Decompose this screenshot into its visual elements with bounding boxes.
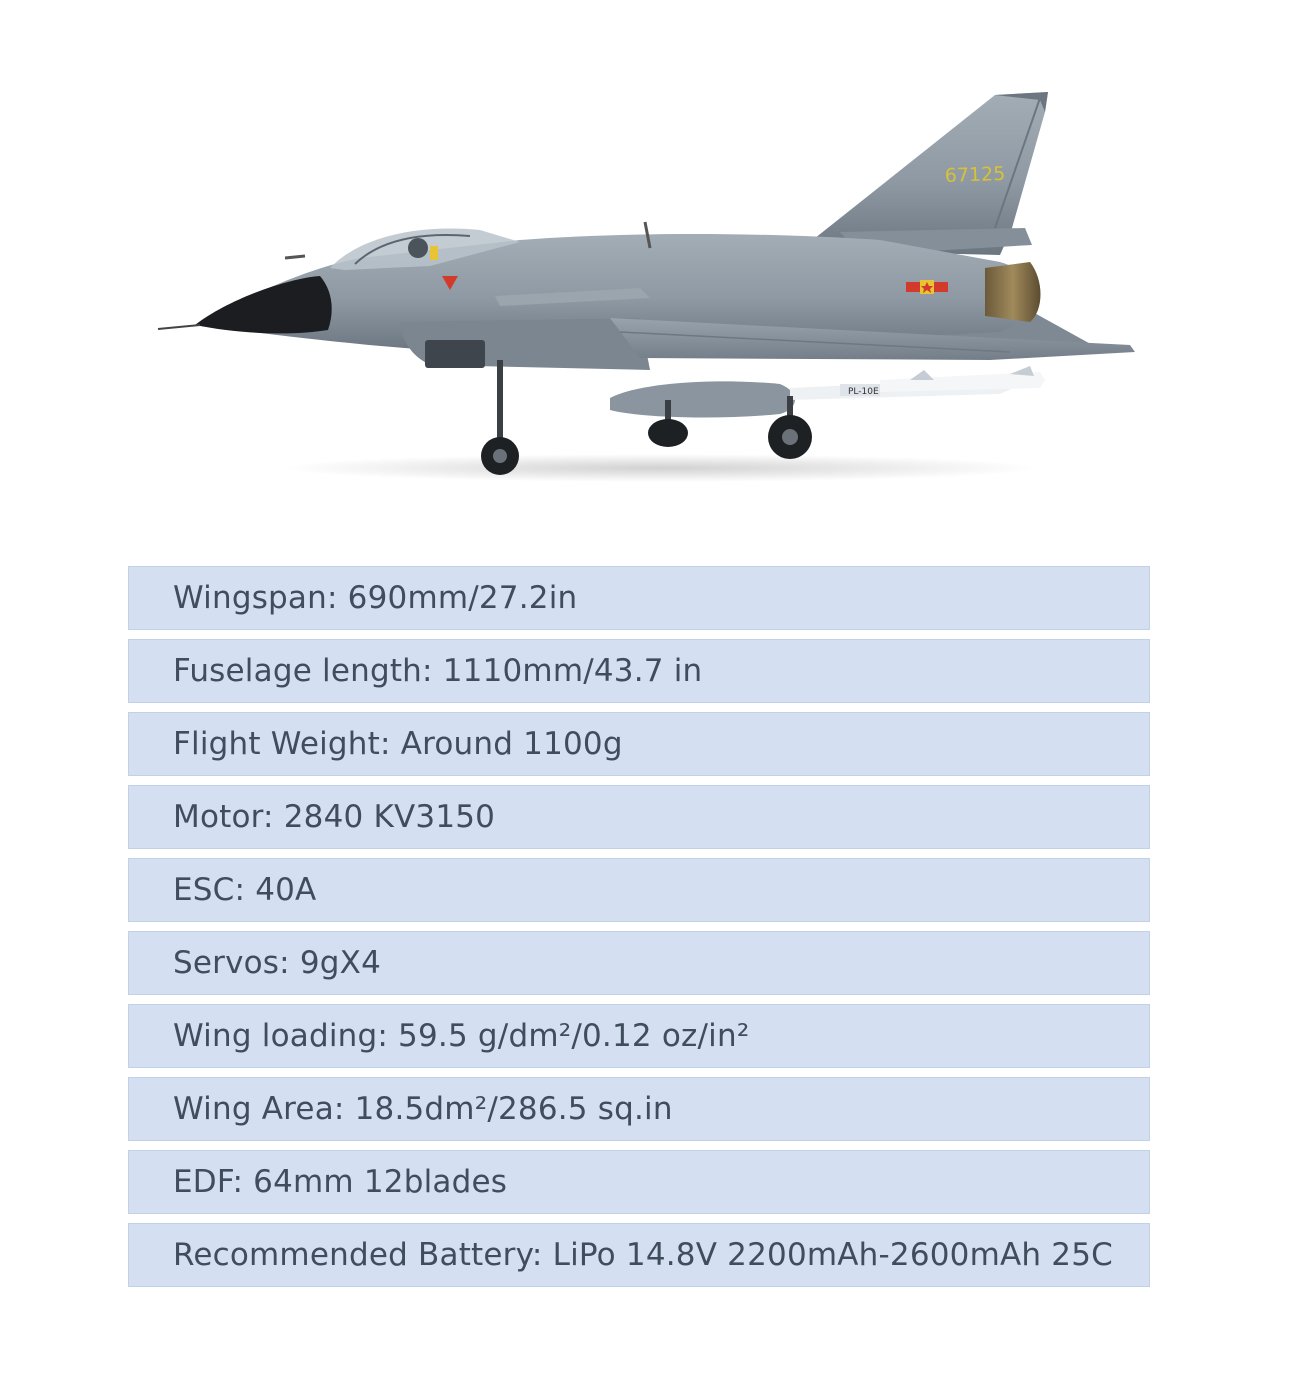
- missile-icon: [790, 366, 1045, 400]
- aircraft-hero: [0, 0, 1290, 540]
- spec-row-wingspan: Wingspan: 690mm/27.2in: [128, 566, 1150, 630]
- spec-row-flight-weight: Flight Weight: Around 1100g: [128, 712, 1150, 776]
- spec-row-edf: EDF: 64mm 12blades: [128, 1150, 1150, 1214]
- spec-row-fuselage-length: Fuselage length: 1110mm/43.7 in: [128, 639, 1150, 703]
- spec-row-battery: Recommended Battery: LiPo 14.8V 2200mAh-2600mAh 25C: [128, 1223, 1150, 1287]
- spec-row-wing-area: Wing Area: 18.5dm²/286.5 sq.in: [128, 1077, 1150, 1141]
- aircraft-image: [0, 0, 1290, 540]
- tail-number-text: 67125: [944, 162, 1006, 187]
- insignia-icon: [906, 280, 948, 294]
- missile-marking-text: PL-10E: [848, 387, 879, 397]
- spec-table: [128, 566, 1150, 1296]
- spec-row-motor: Motor: 2840 KV3150: [128, 785, 1150, 849]
- nose-cone: [195, 276, 332, 333]
- spec-row-esc: ESC: 40A: [128, 858, 1150, 922]
- engine-nozzle: [985, 262, 1041, 322]
- spec-row-servos: Servos: 9gX4: [128, 931, 1150, 995]
- spec-row-wing-loading: Wing loading: 59.5 g/dm²/0.12 oz/in²: [128, 1004, 1150, 1068]
